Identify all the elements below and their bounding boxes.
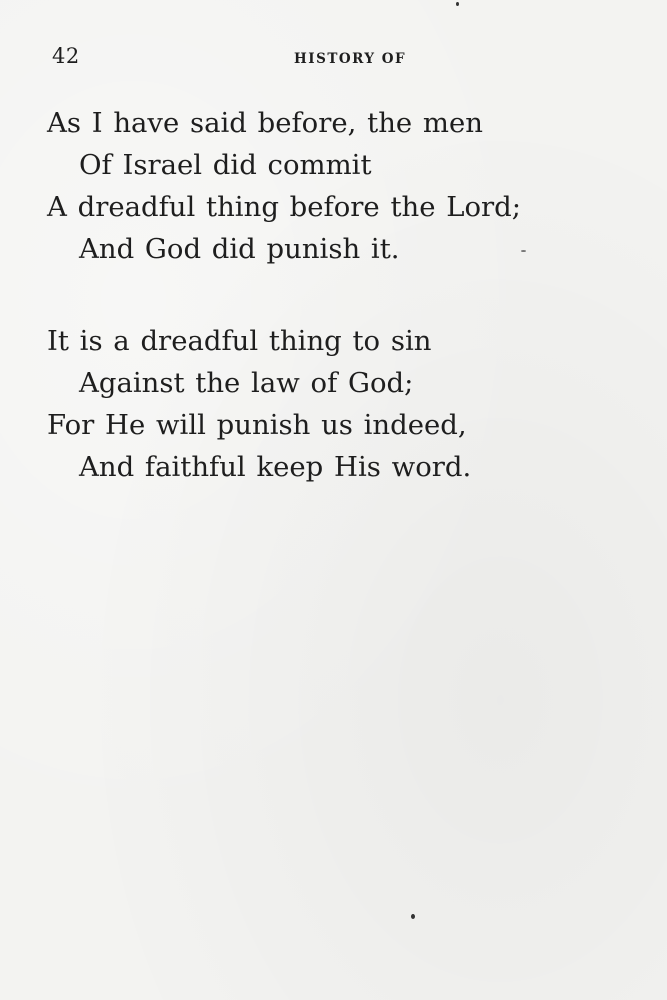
poem-line: Against the law of God; xyxy=(79,367,414,399)
page-number: 42 xyxy=(52,44,80,68)
ink-speck xyxy=(456,2,459,6)
poem-line: And God did punish it. xyxy=(79,233,400,265)
stanza-2 xyxy=(47,320,471,488)
stanza-1 xyxy=(47,102,521,270)
poem-line: A dreadful thing before the Lord; xyxy=(47,191,522,223)
poem-line: And faithful keep His word. xyxy=(79,451,472,483)
ink-speck xyxy=(521,250,526,252)
poem-line: As I have said before, the men xyxy=(47,107,483,139)
running-head: HISTORY OF xyxy=(294,51,407,67)
poem-line: Of Israel did commit xyxy=(79,149,372,181)
poem-line: For He will punish us indeed, xyxy=(47,409,467,441)
ink-speck xyxy=(411,914,415,919)
poem-line: It is a dreadful thing to sin xyxy=(47,325,432,357)
